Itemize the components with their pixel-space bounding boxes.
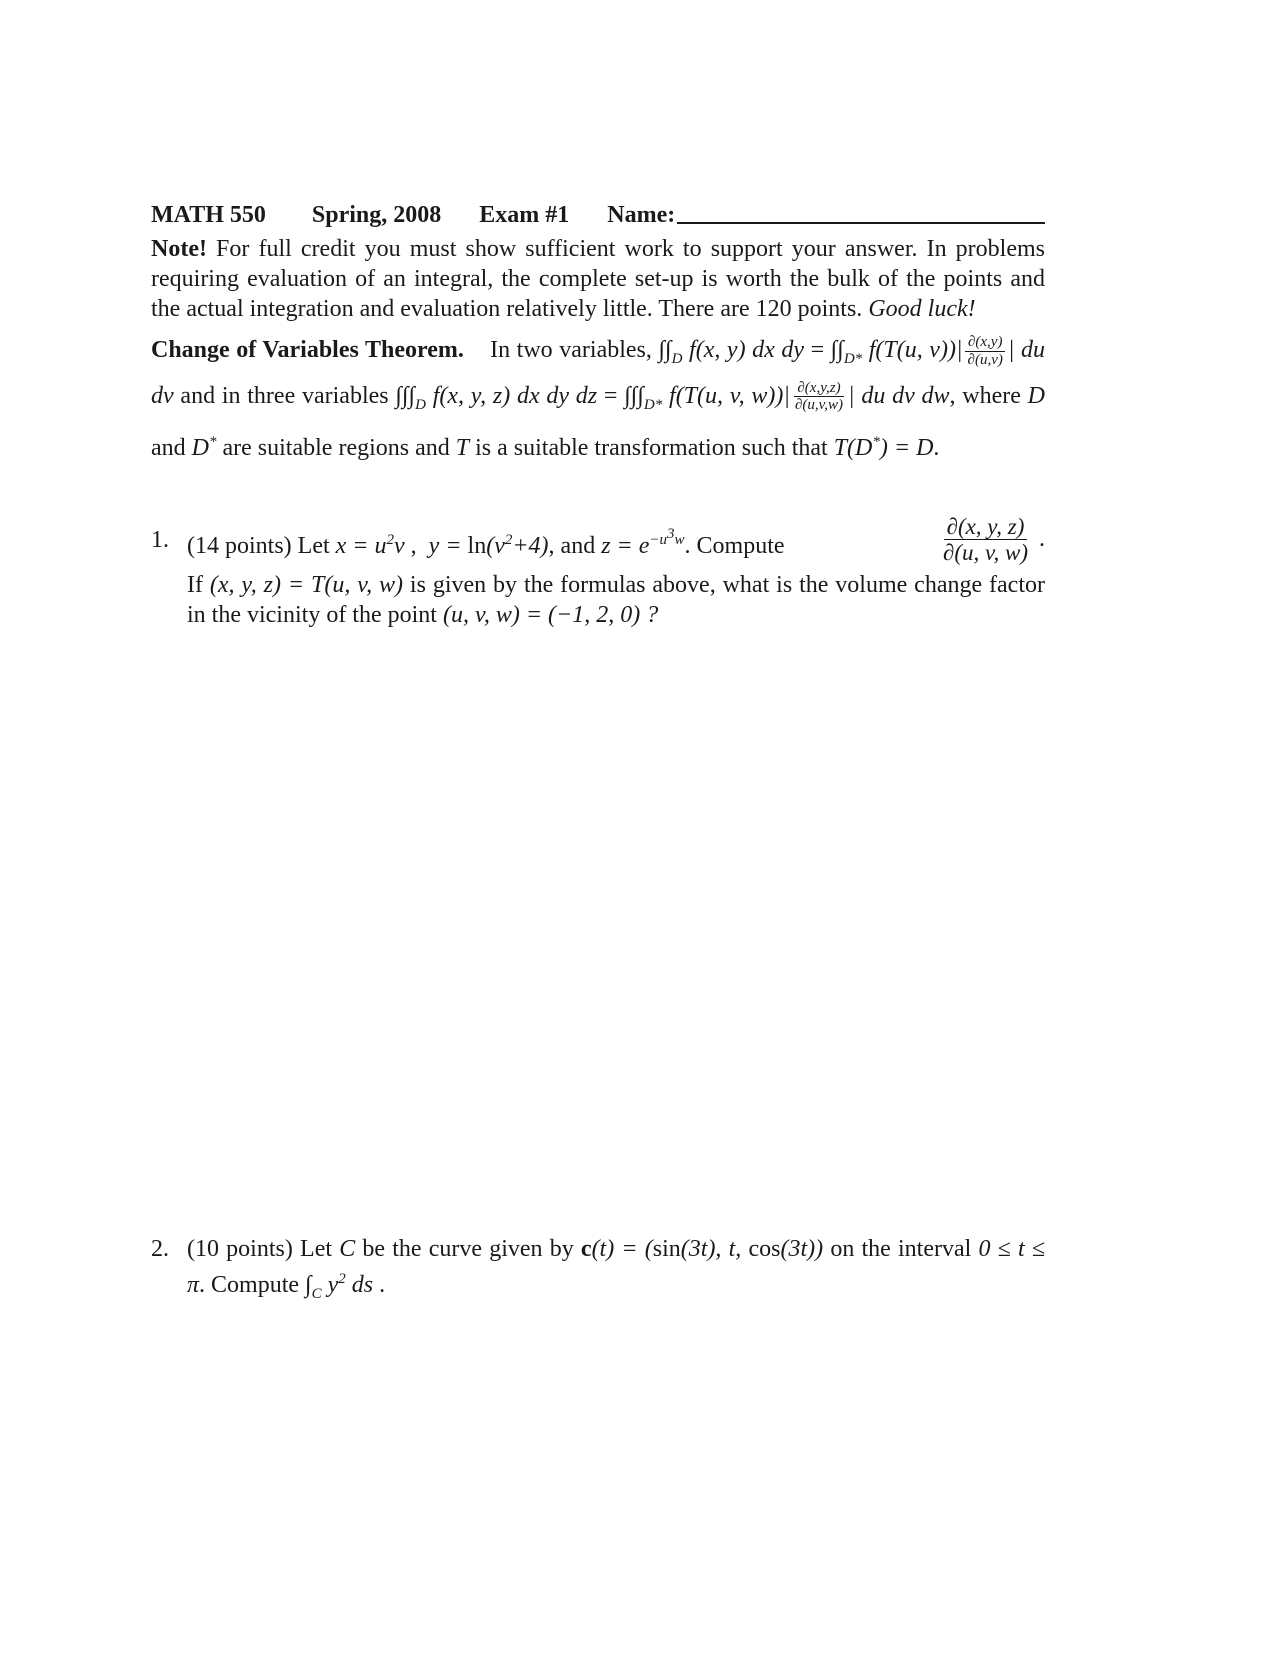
triple-integral-transformed: $\int\int\int_{D*}$ f(T(u, v, w))| $\frac{\partial(x,y,z)}{\partial(u,v,w)}$ | du dv dw [624, 379, 950, 414]
problem-1-let: Let [297, 533, 330, 559]
transformation-equation: T(D*) = D [833, 433, 934, 461]
double-integral-formula: $\int\int_D$ f(x, y) dx dy [658, 337, 804, 367]
problem-2-curve-c: C [339, 1236, 356, 1262]
problem-1-jacobian: $\frac{\partial(x, y, z)}{\partial(u, v, w)}$ [942, 513, 1028, 565]
problem-1 [151, 510, 1045, 630]
problem-1-and: , and [548, 533, 596, 559]
problem-2-curve-text: be the curve given by [362, 1236, 574, 1262]
problem-1-x-def: $x = u^2v$ [335, 532, 405, 559]
region-d: D [1027, 382, 1046, 409]
note-closing: Good luck! [868, 296, 976, 322]
exam-header [151, 196, 1045, 230]
problem-2-number: 2. [151, 1236, 169, 1262]
problem-1-z-def: $z = e^{-u^3w}$ [601, 526, 685, 559]
problem-2-interval: 0 ≤ t ≤ π [187, 1236, 1046, 1298]
problem-1-point: (u, v, w) = (−1, 2, 0) ? [442, 602, 659, 628]
theorem-three-vars-text: and in three variables [180, 382, 389, 409]
name-label: Name: [607, 202, 676, 228]
note-lead: Note! [151, 236, 207, 262]
exam-label: Exam #1 [479, 202, 570, 228]
region-d-star: D* [191, 433, 217, 461]
problem-2-interval-text: on the interval [830, 1236, 972, 1262]
transformation-t: T [455, 434, 470, 461]
problem-2: 2. (10 points) Let C be the curve given by c(t) = (sin(3t), t, cos(3t)) on the interval 0 ≤ t ≤ π. Compute $\int_C$ $y^2$ ds . [151, 1236, 1046, 1302]
double-integral-transformed: $\int\int_{D*}$ f(T(u, v))| $\frac{\partial(x,y)}{\partial(u,v)}$ | du dv [151, 334, 1046, 409]
problem-1-y-def: $y = \ln(v^2+4)$ [428, 532, 549, 559]
problem-1-if: If [187, 572, 203, 598]
problem-1-number: 1. [151, 527, 169, 553]
theorem-two-vars-text: In two variables, [490, 337, 652, 363]
problem-2-points: (10 points) [187, 1236, 293, 1262]
theorem-where-text: , where [949, 382, 1021, 409]
name-field-line[interactable] [677, 198, 1045, 224]
problem-2-compute: . Compute [199, 1272, 300, 1298]
course-title: MATH 550 [151, 202, 266, 228]
problem-2-let: Let [300, 1236, 333, 1262]
problem-1-line-1: (14 points) Let $x = u^2v$ , $y = \ln(v^2+4)$, and $z = e^{-u^3w}$. Compute $\frac{\partial(x, y, z)}{\partial(u, v, w)}$ . [187, 513, 1045, 565]
theorem-title: Change of Variables Theorem. [151, 337, 464, 363]
exam-note [151, 234, 1045, 324]
problem-1-compute: . Compute [684, 533, 785, 559]
change-of-variables-theorem: Change of Variables Theorem. In two variables, $\int\int_D$ f(x, y) dx dy = $\int\int_{D*}$ f(T(u, v))| $\frac{\partial(x,y)}{\partial(u,v)}$ | du dv and in three variables $\int\int\int_D$ f(x, y, z) dx dy dz = $\int\int\int_{D*}$ f(T(u, v, w))| $\frac{\partial(x,y,z)}{\partial(u,v,w)}$ | du dv dw, where D and D* are suitable regions and T is a suitable transformation such that T(D*) = D. [151, 334, 1046, 461]
problem-1-transform: (x, y, z) = T(u, v, w) [209, 572, 404, 598]
triple-integral-formula: $\int\int\int_D$ f(x, y, z) dx dy dz [395, 382, 598, 413]
problem-1-line-2 [187, 570, 1045, 630]
problem-1-points: (14 points) [187, 533, 292, 559]
theorem-suitable-text: are suitable regions and [222, 434, 450, 461]
problem-2-line-integral: $\int_C$ $y^2$ ds [305, 1271, 374, 1302]
exam-page [151, 196, 1046, 1302]
theorem-transformation-text: is a suitable transformation such that [475, 434, 828, 461]
note-text: For full credit you must show sufficient work to support your answer. In problems requiring evaluation of an integral, the complete set-up is worth the bulk of the points and the actual integration and evaluation relatively little. There are 120 points. [151, 236, 1045, 322]
problem-1-question: is given by the formulas above, what is the volume change factor in the vicinity of the point [187, 572, 1045, 628]
term-label: Spring, 2008 [311, 202, 442, 228]
problem-2-parametrization: c(t) = (sin(3t), t, cos(3t)) [580, 1236, 824, 1262]
